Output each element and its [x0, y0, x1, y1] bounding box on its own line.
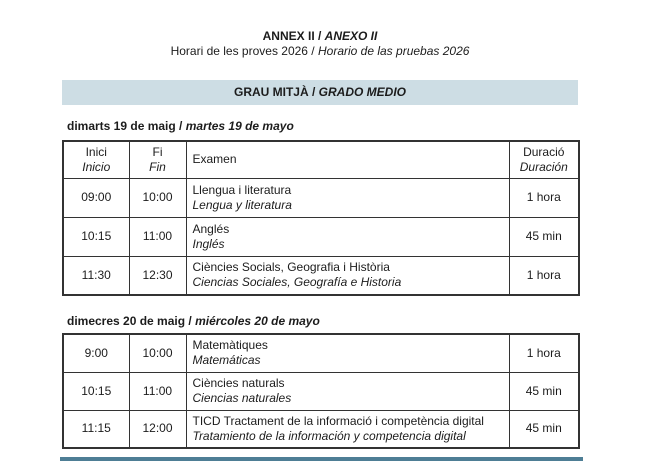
exam-name-spanish: Ciencias naturales: [192, 391, 292, 405]
grade-level-band: [62, 80, 578, 105]
table-header-row: [63, 141, 579, 178]
duration-cell: 1 hora: [509, 178, 579, 217]
start-time-cell: 09:00: [63, 178, 129, 217]
duration-cell: 1 hora: [509, 256, 579, 295]
start-time-cell: 10:15: [63, 372, 129, 410]
exam-name-catalan: Llengua i literatura: [192, 182, 292, 197]
page-title-catalan: ANNEX II /: [262, 29, 325, 43]
duration-cell: 1 hora: [509, 334, 579, 372]
table-row: [63, 217, 579, 256]
day2-heading-spanish: miércoles 20 de mayo: [195, 314, 320, 328]
duration-cell: 45 min: [509, 217, 579, 256]
exam-name-spanish: Ciencias Sociales, Geografía e Historia: [192, 275, 402, 290]
end-time-cell: 11:00: [129, 217, 186, 256]
end-time-cell: 10:00: [129, 178, 186, 217]
band-label-catalan: GRAU MITJÀ /: [233, 85, 319, 99]
page-subtitle-catalan: Horari de les proves 2026 /: [170, 44, 318, 58]
day1-heading-catalan: dimarts 19 de maig /: [67, 119, 186, 133]
page-subtitle-spanish: Horario de las pruebas 2026: [317, 44, 470, 58]
next-section-divider: [60, 457, 583, 461]
table-row: [63, 334, 579, 372]
day2-schedule-table: [62, 333, 580, 449]
header-cell-start: [63, 141, 129, 178]
header-cell-end: [129, 141, 186, 178]
day1-schedule-table: [62, 140, 580, 296]
exam-cell: [186, 217, 509, 256]
band-label-spanish: GRADO MEDIO: [318, 85, 406, 99]
exam-name-spanish: Lengua y literatura: [192, 197, 292, 212]
end-time-cell: 10:00: [129, 334, 186, 372]
day1-heading-spanish: martes 19 de mayo: [185, 119, 294, 133]
header-cell-duration: [509, 141, 579, 178]
header-start-catalan: Inici: [85, 144, 107, 159]
end-time-cell: 12:00: [129, 410, 186, 448]
header-end-catalan: Fi: [152, 144, 163, 159]
exam-cell: [186, 410, 509, 448]
day1-heading: [62, 119, 578, 134]
exam-cell: [186, 372, 509, 410]
header-start-spanish: Inicio: [82, 159, 111, 174]
duration-cell: 45 min: [509, 410, 579, 448]
exam-name-spanish: Inglés: [192, 236, 225, 251]
document-titles: [62, 29, 578, 59]
header-end-spanish: Fin: [149, 159, 166, 174]
exam-cell: [186, 178, 509, 217]
page-title: [62, 29, 578, 44]
exam-name-catalan: TICD Tractament de la informació i competència digital: [192, 413, 484, 428]
document-page: [62, 0, 578, 449]
table-row: [63, 178, 579, 217]
exam-name-catalan: Ciències Socials, Geografia i Història: [192, 260, 390, 275]
exam-name-spanish: Matemáticas: [192, 353, 261, 368]
header-duration-catalan: Duració: [523, 144, 565, 159]
page-title-spanish: ANEXO II: [324, 29, 378, 43]
end-time-cell: 12:30: [129, 256, 186, 295]
day2-heading: [62, 314, 578, 329]
table-row: [63, 372, 579, 410]
day2-heading-catalan: dimecres 20 de maig /: [67, 314, 196, 328]
start-time-cell: 10:15: [63, 217, 129, 256]
header-duration-spanish: Duración: [519, 159, 568, 174]
end-time-cell: 11:00: [129, 372, 186, 410]
page-subtitle: [62, 44, 578, 59]
exam-name-spanish: Tratamiento de la información y competencia digital: [192, 428, 466, 443]
start-time-cell: 11:30: [63, 256, 129, 295]
exam-cell: [186, 334, 509, 372]
header-cell-exam: Examen: [186, 141, 509, 178]
table-row: [63, 410, 579, 448]
table-row: [63, 256, 579, 295]
exam-name-catalan: Anglés: [192, 221, 230, 236]
exam-name-catalan: Ciències naturals: [192, 376, 285, 390]
exam-cell: [186, 256, 509, 295]
exam-name-catalan: Matemàtiques: [192, 338, 268, 353]
start-time-cell: 11:15: [63, 410, 129, 448]
duration-cell: 45 min: [509, 372, 579, 410]
start-time-cell: 9:00: [63, 334, 129, 372]
